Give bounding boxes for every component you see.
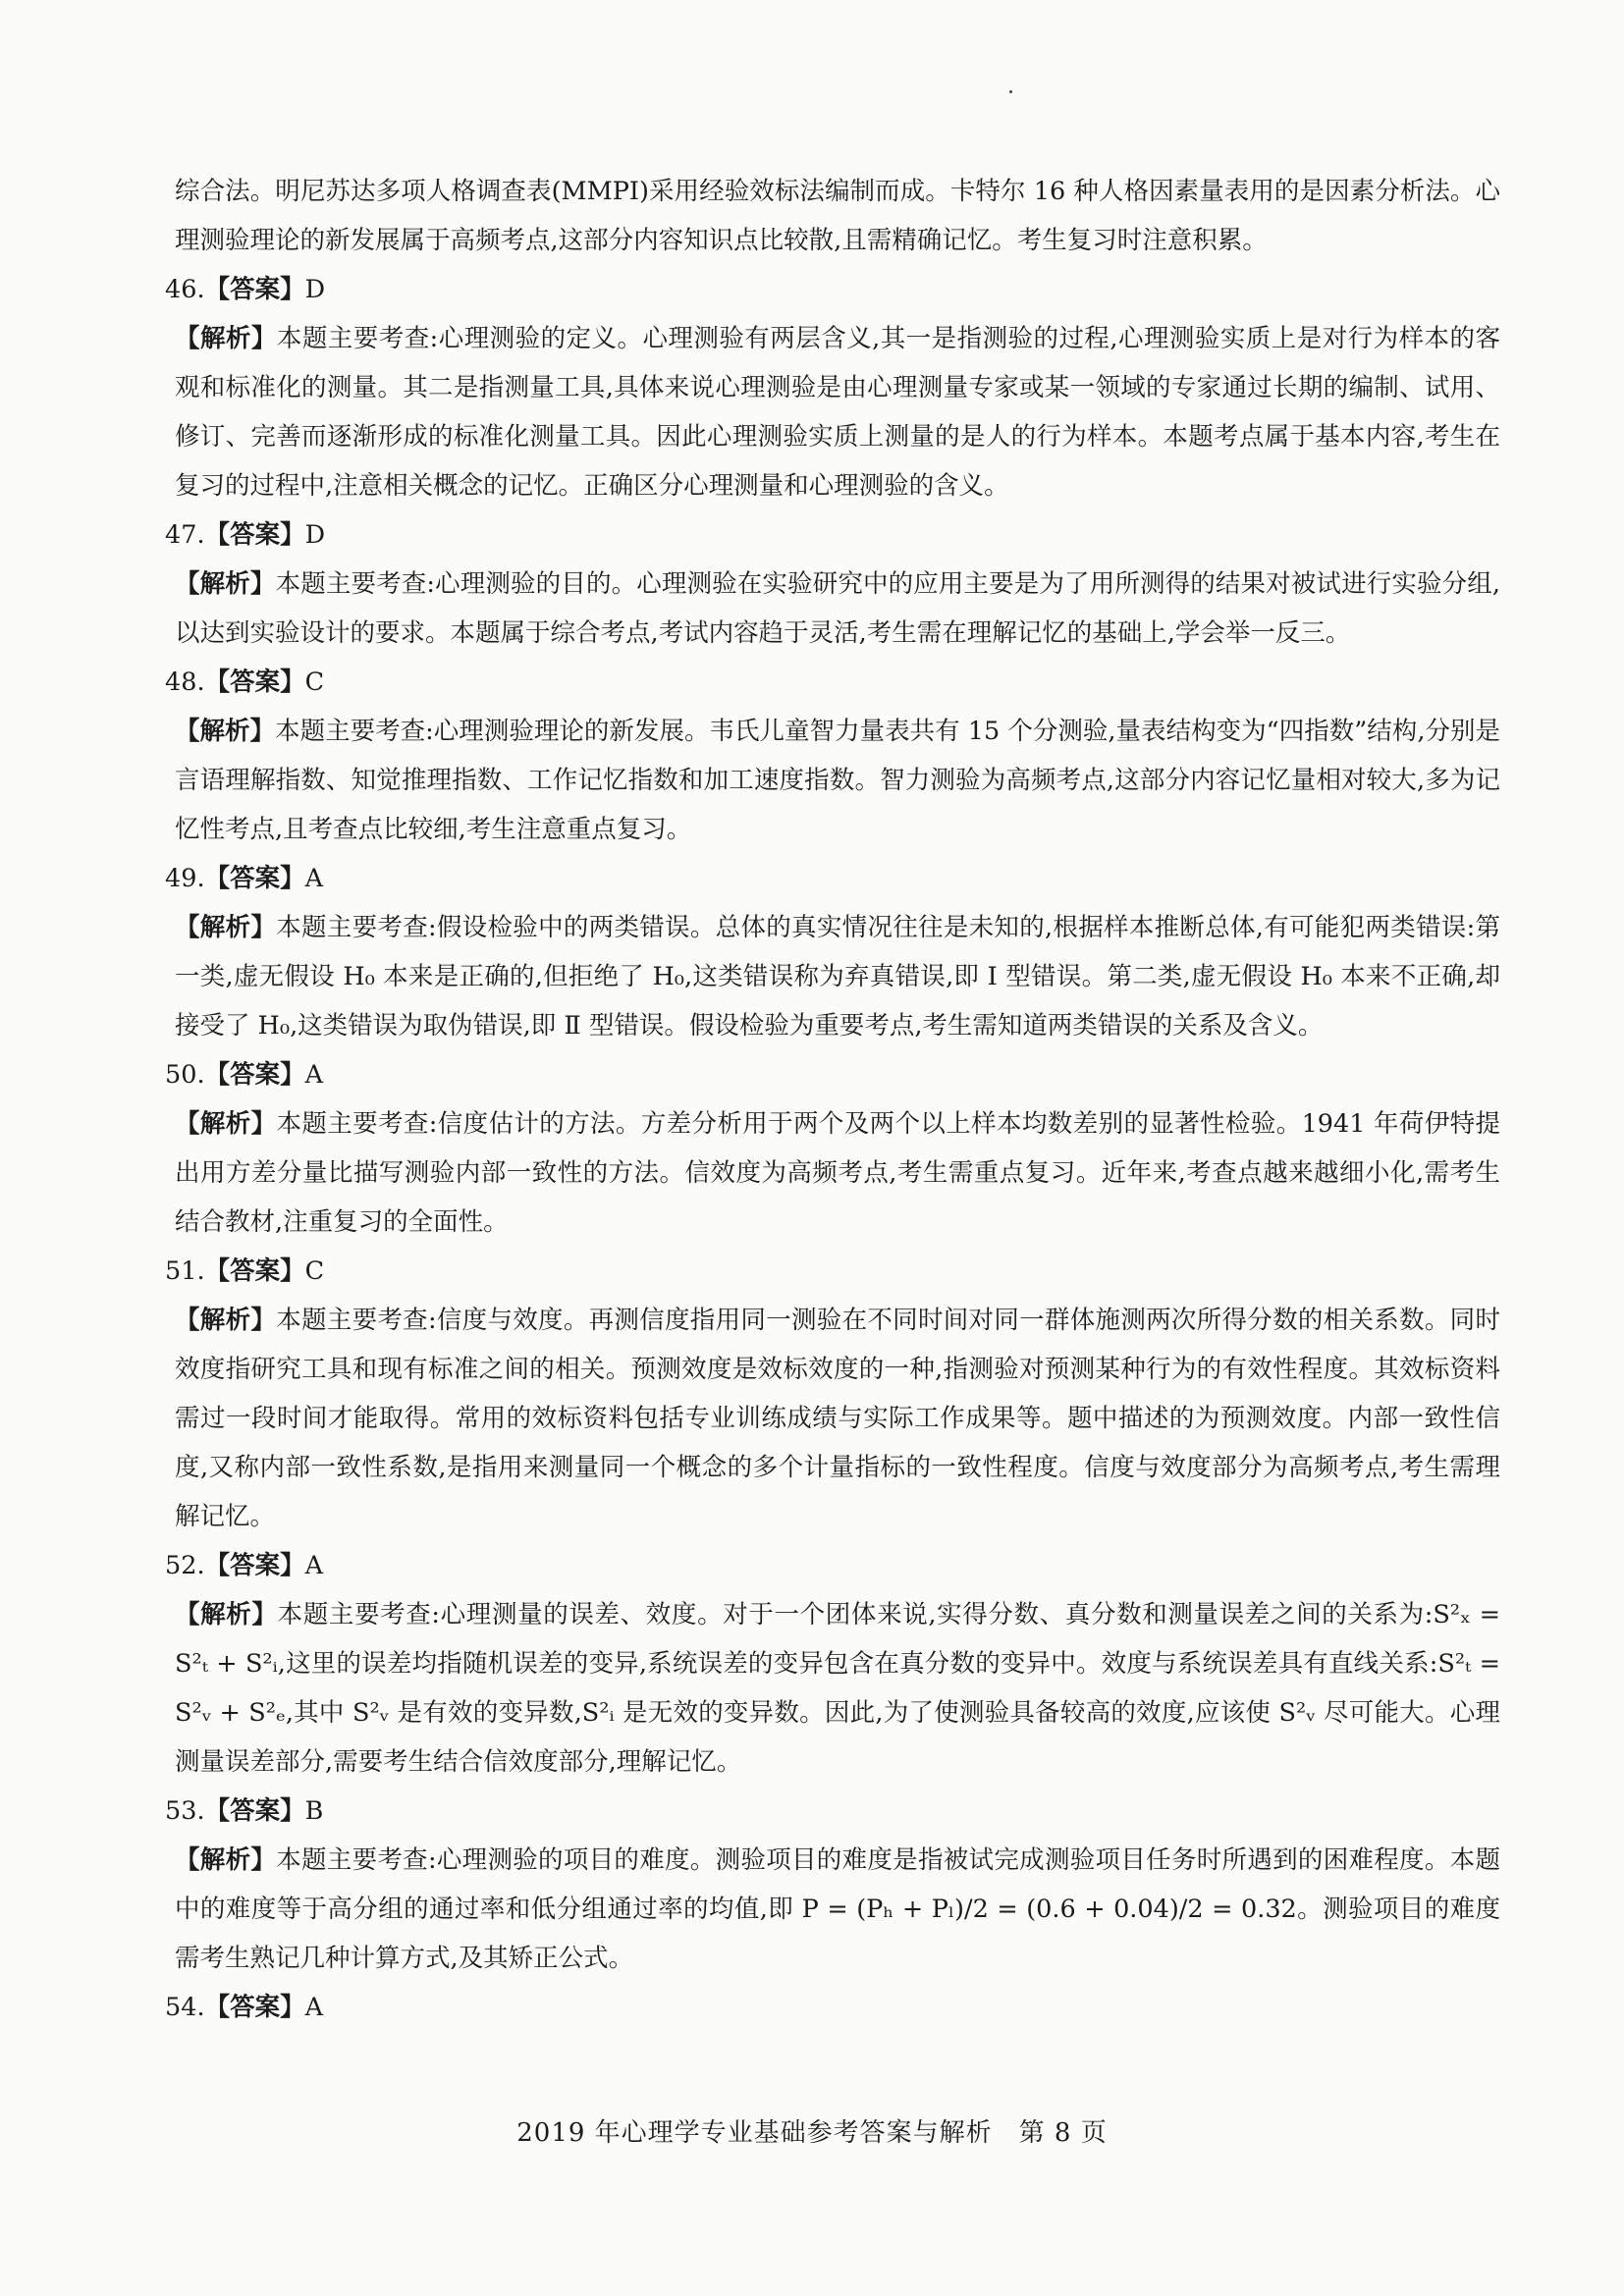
question-number: 54.	[165, 1993, 205, 2022]
answer-line	[165, 1787, 1500, 1836]
answer-value: C	[304, 667, 325, 697]
analysis-label: 【解析】	[175, 717, 276, 746]
analysis-paragraph	[165, 1836, 1500, 1983]
analysis-label: 【解析】	[175, 1306, 277, 1335]
answer-value: B	[304, 1796, 324, 1826]
analysis-label: 【解析】	[175, 1845, 277, 1875]
question-number: 47.	[165, 520, 205, 550]
answer-item	[165, 265, 1500, 510]
answer-item	[165, 1983, 1500, 2032]
question-number: 48.	[165, 667, 205, 697]
answer-line	[165, 510, 1500, 560]
analysis-paragraph	[165, 903, 1500, 1050]
analysis-paragraph	[165, 1099, 1500, 1247]
answer-line	[165, 1983, 1500, 2032]
answer-value: D	[304, 520, 326, 550]
answer-value: A	[304, 864, 323, 893]
answer-item	[165, 1247, 1500, 1541]
answer-content	[165, 167, 1500, 2032]
answer-item	[165, 1050, 1500, 1247]
analysis-label: 【解析】	[175, 1600, 278, 1629]
answer-item	[165, 1541, 1500, 1787]
analysis-label: 【解析】	[175, 569, 276, 599]
analysis-label: 【解析】	[175, 913, 277, 942]
answer-label: 【答案】	[204, 1796, 305, 1826]
analysis-paragraph	[165, 707, 1500, 854]
answer-line	[165, 265, 1500, 314]
analysis-text: 本题主要考查:假设检验中的两类错误。总体的真实情况往往是未知的,根据样本推断总体,有可能犯两类错误:第一类,虚无假设 H₀ 本来是正确的,但拒绝了 H₀,这类错误称为弃真错误,即 Ⅰ 型错误。第二类,虚无假设 H₀ 本来不正确,却接受了 H₀,这类错误为取伪错误,即 Ⅱ 型错误。假设检验为重要考点,考生需知道两类错误的关系及含义。	[175, 913, 1500, 1041]
answer-label: 【答案】	[204, 1551, 305, 1580]
answer-item	[165, 854, 1500, 1050]
question-number: 53.	[165, 1796, 205, 1826]
analysis-text: 本题主要考查:信度与效度。再测信度指用同一测验在不同时间对同一群体施测两次所得分数的相关系数。同时效度指研究工具和现有标准之间的相关。预测效度是效标效度的一种,指测验对预测某种行为的有效性程度。其效标资料需过一段时间才能取得。常用的效标资料包括专业训练成绩与实际工作成果等。题中描述的为预测效度。内部一致性信度,又称内部一致性系数,是指用来测量同一个概念的多个计量指标的一致性程度。信度与效度部分为高频考点,考生需理解记忆。	[175, 1306, 1500, 1531]
answer-label: 【答案】	[204, 667, 305, 697]
analysis-text: 本题主要考查:心理测验理论的新发展。韦氏儿童智力量表共有 15 个分测验,量表结构变为“四指数”结构,分别是言语理解指数、知觉推理指数、工作记忆指数和加工速度指数。智力测验为高频考点,这部分内容记忆量相对较大,多为记忆性考点,且考查点比较细,考生注意重点复习。	[175, 717, 1500, 844]
analysis-text: 本题主要考查:信度估计的方法。方差分析用于两个及两个以上样本均数差别的显著性检验。1941 年荷伊特提出用方差分量比描写测验内部一致性的方法。信效度为高频考点,考生需重点复习。近年来,考查点越来越细小化,需考生结合教材,注重复习的全面性。	[175, 1109, 1500, 1237]
analysis-text: 本题主要考查:心理测验的项目的难度。测验项目的难度是指被试完成测验项目任务时所遇到的困难程度。本题中的难度等于高分组的通过率和低分组通过率的均值,即 P = (Pₕ + Pₗ)/2 = (0.6 + 0.04)/2 = 0.32。测验项目的难度需考生熟记几种计算方式,及其矫正公式。	[175, 1845, 1500, 1973]
answer-value: D	[304, 275, 326, 304]
analysis-label: 【解析】	[175, 324, 277, 353]
question-number: 51.	[165, 1256, 205, 1286]
question-number: 52.	[165, 1551, 205, 1580]
answer-value: C	[304, 1256, 325, 1286]
analysis-text: 本题主要考查:心理测量的误差、效度。对于一个团体来说,实得分数、真分数和测量误差之间的关系为:S²ₓ = S²ₜ + S²ᵢ,这里的误差均指随机误差的变异,系统误差的变异包含在真分数的变异中。效度与系统误差具有直线关系:S²ₜ = S²ᵥ + S²ₑ,其中 S²ᵥ 是有效的变异数,S²ᵢ 是无效的变异数。因此,为了使测验具备较高的效度,应该使 S²ᵥ 尽可能大。心理测量误差部分,需要考生结合信效度部分,理解记忆。	[175, 1600, 1500, 1777]
answer-line	[165, 1247, 1500, 1296]
answer-value: A	[304, 1060, 323, 1090]
answer-label: 【答案】	[204, 520, 305, 550]
answer-label: 【答案】	[204, 1993, 305, 2022]
intro-paragraph: 综合法。明尼苏达多项人格调查表(MMPI)采用经验效标法编制而成。卡特尔 16 种人格因素量表用的是因素分析法。心理测验理论的新发展属于高频考点,这部分内容知识点比较散,且需精确记忆。考生复习时注意积累。	[175, 177, 1500, 255]
answer-label: 【答案】	[204, 1256, 305, 1286]
answer-label: 【答案】	[204, 1060, 305, 1090]
answer-item	[165, 1787, 1500, 1983]
answer-item	[165, 658, 1500, 854]
answer-label: 【答案】	[204, 275, 305, 304]
analysis-paragraph	[165, 560, 1500, 658]
answer-line	[165, 854, 1500, 903]
analysis-label: 【解析】	[175, 1109, 277, 1139]
analysis-paragraph	[165, 314, 1500, 510]
answer-value: A	[304, 1993, 323, 2022]
question-number: 49.	[165, 864, 205, 893]
analysis-paragraph	[165, 1590, 1500, 1787]
analysis-paragraph	[165, 1296, 1500, 1541]
answer-line	[165, 1541, 1500, 1590]
answer-line	[165, 658, 1500, 707]
answer-label: 【答案】	[204, 864, 305, 893]
analysis-text: 本题主要考查:心理测验的目的。心理测验在实验研究中的应用主要是为了用所测得的结果对被试进行实验分组,以达到实验设计的要求。本题属于综合考点,考试内容趋于灵活,考生需在理解记忆的基础上,学会举一反三。	[175, 569, 1500, 648]
question-number: 46.	[165, 275, 205, 304]
scan-speck	[1009, 90, 1012, 93]
answer-item	[165, 510, 1500, 658]
question-number: 50.	[165, 1060, 205, 1090]
answer-line	[165, 1050, 1500, 1099]
page-footer: 2019 年心理学专业基础参考答案与解析 第 8 页	[516, 2118, 1108, 2148]
answer-list	[165, 265, 1500, 2032]
analysis-text: 本题主要考查:心理测验的定义。心理测验有两层含义,其一是指测验的过程,心理测验实质上是对行为样本的客观和标准化的测量。其二是指测量工具,具体来说心理测验是由心理测量专家或某一领域的专家通过长期的编制、试用、修订、完善而逐渐形成的标准化测量工具。因此心理测验实质上测量的是人的行为样本。本题考点属于基本内容,考生在复习的过程中,注意相关概念的记忆。正确区分心理测量和心理测验的含义。	[175, 324, 1500, 501]
answer-value: A	[304, 1551, 323, 1580]
